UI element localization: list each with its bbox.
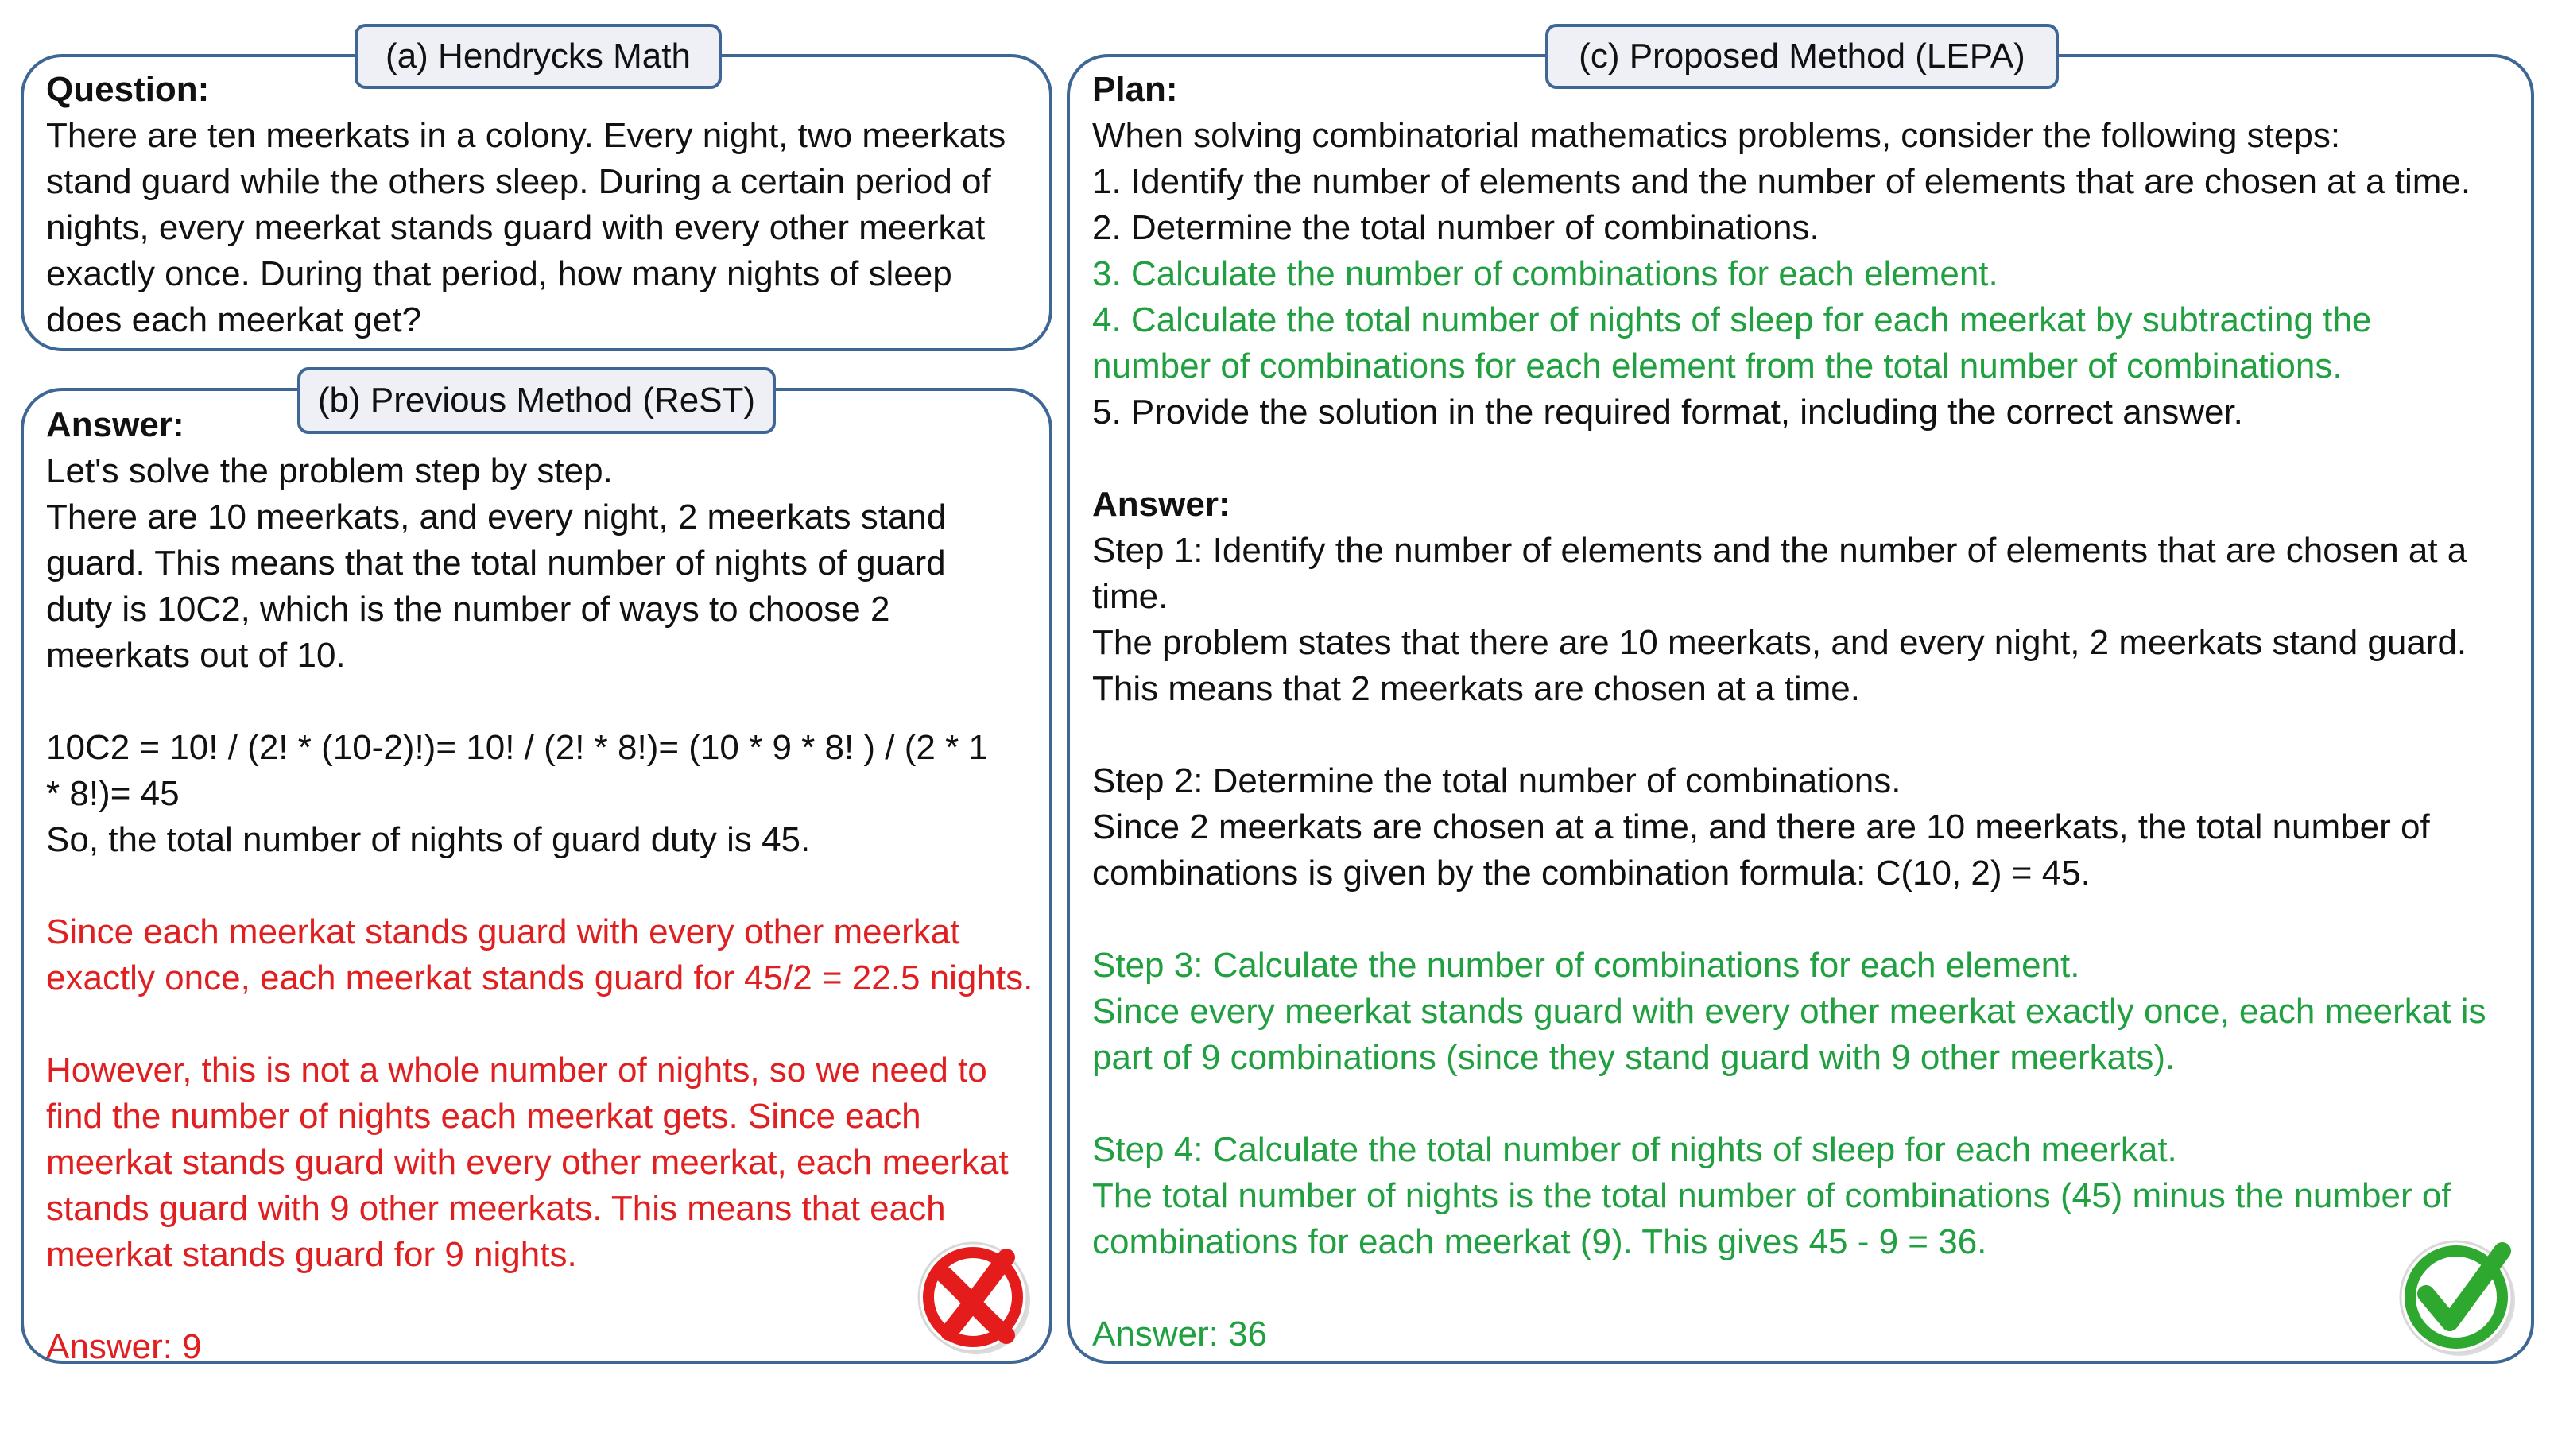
previous-answer-content [46, 402, 1033, 1370]
wrong-reasoning-line: However, this is not a whole number of nights, so we need to [46, 1051, 987, 1090]
wrong-reasoning-line: exactly once, each meerkat stands guard for 45/2 = 22.5 nights. [46, 958, 1033, 997]
calc-line: * 8!)= 45 [46, 774, 180, 813]
question-line: There are ten meerkats in a colony. Every night, two meerkats [46, 116, 1006, 155]
calc-line: So, the total number of nights of guard duty is 45. [46, 820, 811, 859]
question-line: exactly once. During that period, how many nights of sleep [46, 254, 952, 293]
question-line: stand guard while the others sleep. During a certain period of [46, 162, 991, 201]
question-line: does each meerkat get? [46, 300, 422, 339]
red-cross-icon [913, 1233, 1040, 1361]
question-heading: Question: [46, 70, 210, 109]
step2-line: combinations is given by the combination formula: C(10, 2) = 45. [1092, 854, 2091, 893]
tab-label: (c) Proposed Method (LEPA) [1579, 37, 2025, 76]
wrong-reasoning-line: find the number of nights each meerkat gets. Since each [46, 1097, 921, 1136]
wrong-final-answer: Answer: 9 [46, 1327, 202, 1366]
step4-line: combinations for each meerkat (9). This gives 45 - 9 = 36. [1092, 1222, 1987, 1261]
step1-line: time. [1092, 577, 1168, 616]
wrong-reasoning-line: meerkat stands guard with every other meerkat, each meerkat [46, 1143, 1009, 1182]
step2-line: Since 2 meerkats are chosen at a time, and there are 10 meerkats, the total number of [1092, 807, 2430, 846]
answer-line: guard. This means that the total number of nights of guard [46, 544, 946, 583]
plan-heading: Plan: [1092, 70, 1178, 109]
step2-line: Step 2: Determine the total number of combinations. [1092, 761, 1901, 800]
answer-heading: Answer: [46, 405, 184, 444]
step4-line: Step 4: Calculate the total number of nights of sleep for each meerkat. [1092, 1130, 2177, 1169]
answer-line: meerkats out of 10. [46, 636, 346, 675]
step3-line: Since every meerkat stands guard with every other meerkat exactly once, each meerkat is [1092, 992, 2486, 1031]
step1-line: Step 1: Identify the number of elements and the number of elements that are chosen at a [1092, 531, 2467, 570]
proposed-content [1092, 67, 2486, 1357]
answer-line: There are 10 meerkats, and every night, 2 meerkats stand [46, 498, 947, 536]
question-content [46, 67, 1006, 343]
plan-step-highlight: number of combinations for each element from the total number of combinations. [1092, 347, 2343, 385]
step1-line: The problem states that there are 10 meerkats, and every night, 2 meerkats stand guard. [1092, 623, 2467, 662]
plan-step-highlight: 4. Calculate the total number of nights of sleep for each meerkat by subtracting the [1092, 300, 2372, 339]
step3-line: Step 3: Calculate the number of combinations for each element. [1092, 946, 2080, 985]
answer-heading: Answer: [1092, 485, 1230, 524]
answer-line: duty is 10C2, which is the number of ways to choose 2 [46, 590, 890, 629]
plan-step: 1. Identify the number of elements and the number of elements that are chosen at a time. [1092, 162, 2471, 201]
calc-line: 10C2 = 10! / (2! * (10-2)!)= 10! / (2! * 8!)= (10 * 9 * 8! ) / (2 * 1 [46, 728, 988, 767]
tab-label: (b) Previous Method (ReST) [317, 381, 756, 420]
green-check-icon [2393, 1230, 2523, 1361]
plan-step: 5. Provide the solution in the required format, including the correct answer. [1092, 393, 2243, 432]
wrong-reasoning-line: stands guard with 9 other meerkats. This means that each [46, 1189, 946, 1228]
step1-line: This means that 2 meerkats are chosen at a time. [1092, 669, 1861, 708]
correct-final-answer: Answer: 36 [1092, 1315, 1268, 1353]
answer-line: Let's solve the problem step by step. [46, 451, 613, 490]
wrong-reasoning-line: meerkat stands guard for 9 nights. [46, 1235, 577, 1274]
plan-step-highlight: 3. Calculate the number of combinations for each element. [1092, 254, 1998, 293]
plan-intro: When solving combinatorial mathematics problems, consider the following steps: [1092, 116, 2341, 155]
question-line: nights, every meerkat stands guard with every other meerkat [46, 208, 986, 247]
plan-step: 2. Determine the total number of combinations. [1092, 208, 1819, 247]
step4-line: The total number of nights is the total number of combinations (45) minus the number of [1092, 1176, 2451, 1215]
tab-label: (a) Hendrycks Math [386, 37, 691, 76]
wrong-reasoning-line: Since each meerkat stands guard with every other meerkat [46, 912, 960, 951]
step3-line: part of 9 combinations (since they stand guard with 9 other meerkats). [1092, 1038, 2176, 1077]
